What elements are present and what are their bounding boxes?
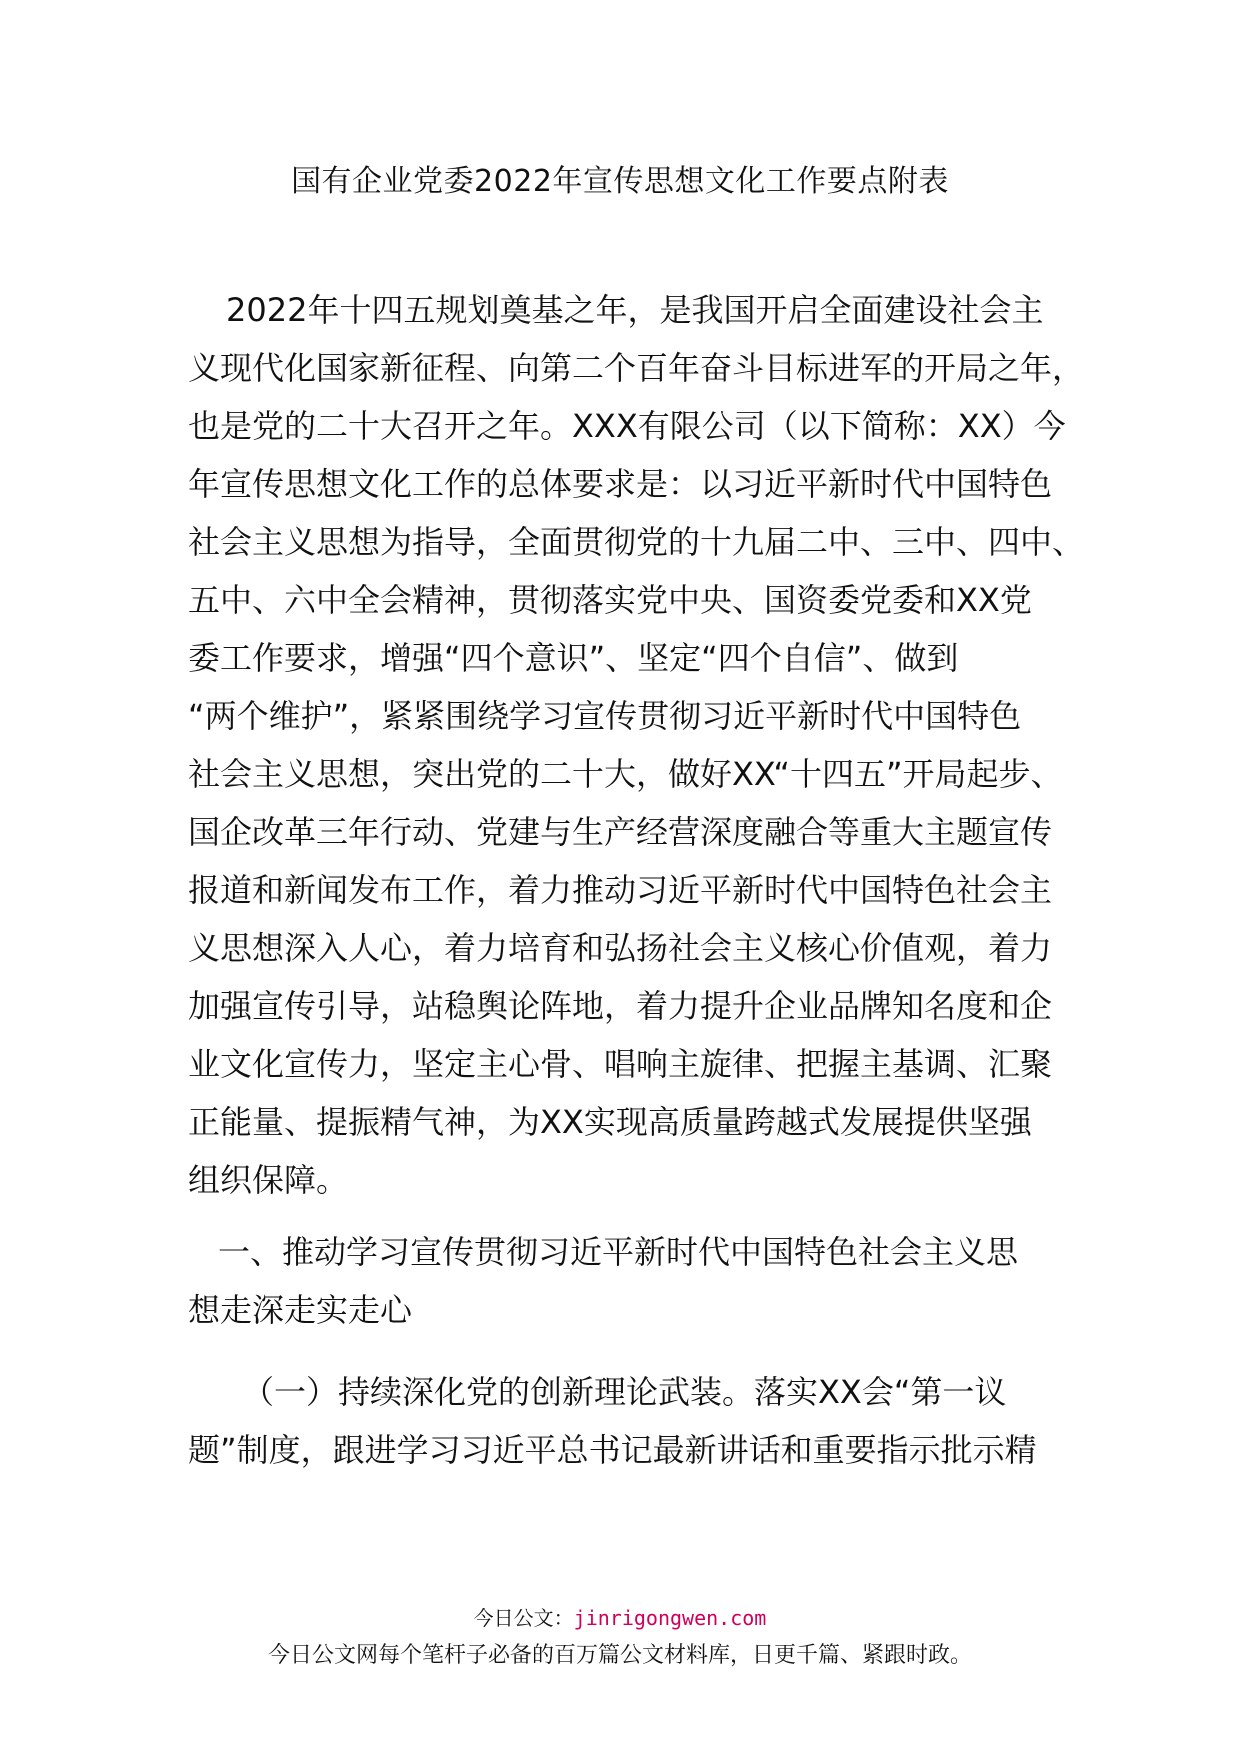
paragraph-line: 国企改革三年行动、党建与生产经营深度融合等重大主题宣传: [188, 813, 1053, 851]
footer-prefix: 今日公文：: [473, 1606, 574, 1630]
paragraph-line: 组织保障。: [188, 1161, 349, 1199]
paragraph-line: 委工作要求，增强“四个意识”、坚定“四个自信”、做到: [188, 639, 959, 677]
paragraph-line: 题”制度，跟进学习习近平总书记最新讲话和重要指示批示精: [188, 1431, 1037, 1469]
paragraph-line: “两个维护”，紧紧围绕学习宣传贯彻习近平新时代中国特色: [188, 697, 1022, 735]
paragraph-line: 加强宣传引导，站稳舆论阵地，着力提升企业品牌知名度和企: [188, 987, 1053, 1025]
document-title: 国有企业党委2022年宣传思想文化工作要点附表: [291, 164, 949, 199]
paragraph-line: 业文化宣传力，坚定主心骨、唱响主旋律、把握主基调、汇聚: [188, 1045, 1053, 1083]
section-heading-line: 一、推动学习宣传贯彻习近平新时代中国特色社会主义思: [218, 1233, 1019, 1271]
paragraph-line: 社会主义思想，突出党的二十大，做好XX“十四五”开局起步、: [188, 755, 1063, 793]
section-heading-line: 想走深走实走心: [188, 1291, 413, 1329]
paragraph-line: 也是党的二十大召开之年。XXX有限公司（以下简称：XX）今: [188, 407, 1066, 445]
paragraph-line: 义思想深入人心，着力培育和弘扬社会主义核心价值观，着力: [188, 929, 1053, 967]
paragraph-line: 报道和新闻发布工作，着力推动习近平新时代中国特色社会主: [188, 871, 1053, 909]
footer-tagline: 今日公文网每个笔杆子必备的百万篇公文材料库，日更千篇、紧跟时政。: [267, 1643, 972, 1668]
paragraph-line: 年宣传思想文化工作的总体要求是：以习近平新时代中国特色: [188, 465, 1053, 503]
footer-source: [0, 1603, 1240, 1633]
paragraph-line: 五中、六中全会精神，贯彻落实党中央、国资委党委和XX党: [188, 581, 1032, 619]
paragraph-line: 义现代化国家新征程、向第二个百年奋斗目标进军的开局之年，: [188, 349, 1085, 387]
footer-url-link[interactable]: jinrigongwen.com: [573, 1606, 767, 1630]
paragraph-line: 2022年十四五规划奠基之年，是我国开启全面建设社会主: [226, 291, 1044, 329]
paragraph-line: 正能量、提振精气神，为XX实现高质量跨越式发展提供坚强: [188, 1103, 1032, 1141]
paragraph-line: 社会主义思想为指导，全面贯彻党的十九届二中、三中、四中、: [188, 523, 1085, 561]
paragraph-line: （一）持续深化党的创新理论武装。落实XX会“第一议: [242, 1373, 1007, 1411]
